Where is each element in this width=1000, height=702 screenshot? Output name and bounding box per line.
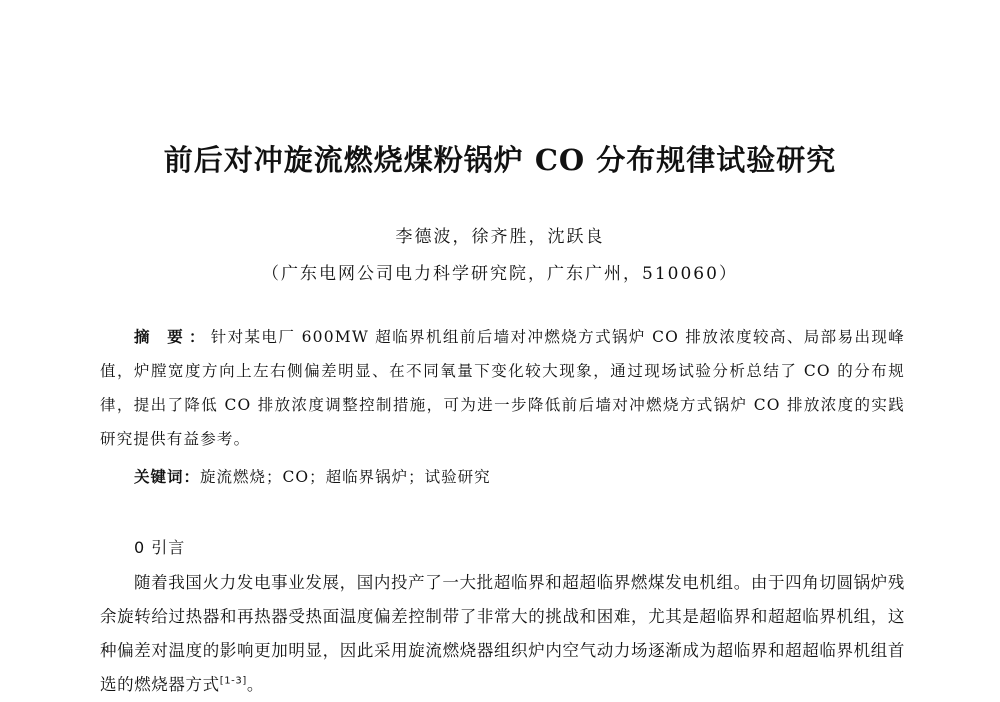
keywords-text: 旋流燃烧；CO；超临界锅炉；试验研究 <box>200 468 491 486</box>
keywords-label: 关键词： <box>134 467 201 486</box>
keywords <box>134 462 904 492</box>
paper-title: 前后对冲旋流燃烧煤粉锅炉 CO 分布规律试验研究 <box>163 143 837 177</box>
abstract-text: 针对某电厂 600MW 超临界机组前后墙对冲燃烧方式锅炉 CO 排放浓度较高、局部易出现峰值，炉膛宽度方向上左右侧偏差明显、在不同氧量下变化较大现象，通过现场试验分析总结了 CO 的分布规律，提出了降低 CO 排放浓度调整控制措施，可为进一步降低前后墙对冲燃烧方式锅炉 CO 排放浓度的实践研究提供有益参考。 <box>100 328 905 448</box>
author-list: 李德波，徐齐胜，沈跃良 <box>395 227 605 247</box>
intro-end: 。 <box>246 675 264 694</box>
abstract-label: 摘 要： <box>134 327 211 346</box>
abstract <box>100 320 905 456</box>
section-heading: 0 引言 <box>134 538 186 557</box>
affiliation: （广东电网公司电力科学研究院，广东广州，510060） <box>262 264 738 284</box>
citation[interactable]: [1-3] <box>219 675 247 687</box>
intro-paragraph <box>100 566 905 702</box>
intro-text: 随着我国火力发电事业发展，国内投产了一大批超临界和超超临界燃煤发电机组。由于四角切圆锅炉残余旋转给过热器和再热器受热面温度偏差控制带了非常大的挑战和困难，尤其是超临界和超超临界机组，这种偏差对温度的影响更加明显，因此采用旋流燃烧器组织炉内空气动力场逐渐成为超临界和超超临界机组首选的燃烧器方式 <box>100 573 905 694</box>
